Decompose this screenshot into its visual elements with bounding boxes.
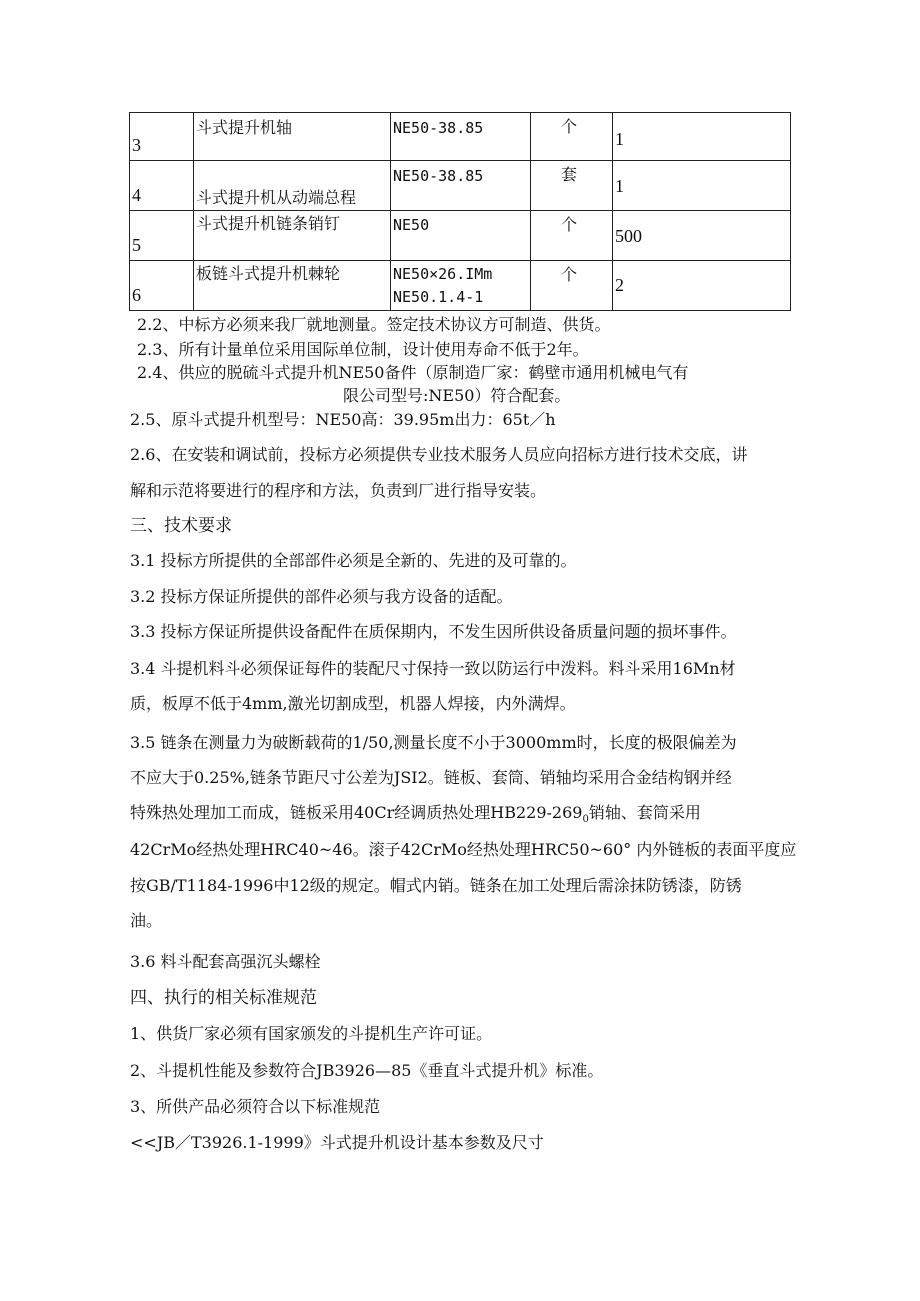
part-unit: 个 [561, 265, 578, 284]
part-model: NE50×26.IMm [393, 265, 493, 283]
paragraph-3-5-line5: 按GB/T1184-1996中12级的规定。帽式内销。链条在加工处理后需涂抹防锈漆，防锈 [130, 876, 742, 895]
paragraph-2-4: 2.4、供应的脱硫斗式提升机NE50备件（原制造厂家：鹤壁市通用机械电气有 [137, 363, 689, 382]
row-number: 5 [132, 235, 141, 255]
paragraph-3-5-line4: 42CrMo经热处理HRC40~46。滚子42CrMo经热处理HRC50~60° 内外链板的表面平度应 [130, 840, 797, 859]
paragraph-3-4-cont: 质，板厚不低于4mm,激光切割成型，机器人焊接，内外满焊。 [130, 694, 576, 713]
paragraph-3-3: 3.3 投标方保证所提供设备配件在质保期内，不发生因所供设备质量问题的损坏事件。 [130, 622, 737, 641]
paragraph-3-6: 3.6 料斗配套高强沉头螺栓 [130, 952, 321, 971]
part-quantity: 500 [615, 226, 642, 246]
paragraph-3-5-line3: 特殊热处理加工而成，链板采用40Cr经调质热处理$HB229-269_0$销轴、套筒采用 [130, 803, 701, 826]
part-unit: 个 [561, 215, 578, 234]
part-unit: 套 [561, 165, 578, 184]
paragraph-4-1: 1、供货厂家必须有国家颁发的斗提机生产许可证。 [130, 1024, 493, 1043]
paragraph-2-2: 2.2、中标方必须来我厂就地测量。签定技术协议方可制造、供货。 [137, 315, 611, 334]
paragraph-3-4: 3.4 斗提机料斗必须保证每件的装配尺寸保持一致以防运行中泼料。料斗采用16Mn材 [130, 659, 736, 678]
part-model: NE50-38.85 [393, 119, 484, 137]
part-quantity: 1 [615, 129, 624, 149]
paragraph-2-6-cont: 解和示范将要进行的程序和方法，负责到厂进行指导安装。 [130, 481, 547, 500]
paragraph-4-4: <<JB／T3926.1-1999》斗式提升机设计基本参数及尺寸 [130, 1133, 544, 1152]
paragraph-3-5: 3.5 链条在测量力为破断载荷的1/50,测量长度不小于3000mm时，长度的极限偏差为 [130, 733, 737, 752]
paragraph-2-5: 2.5、原斗式提升机型号：NE50高：39.95m出力：65t／h [130, 410, 556, 429]
paragraph-3-1: 3.1 投标方所提供的全部部件必须是全新的、先进的及可靠的。 [130, 551, 577, 570]
paragraph-3-5-line6: 油。 [130, 911, 163, 930]
part-model: NE50 [393, 216, 430, 234]
part-quantity: 1 [615, 176, 624, 196]
paragraph-2-3: 2.3、所有计量单位采用国际单位制，设计使用寿命不低于2年。 [137, 340, 589, 359]
part-name: 板链斗式提升机棘轮 [196, 264, 341, 283]
part-model: NE50-38.85 [393, 167, 484, 185]
row-number: 4 [132, 185, 141, 205]
table-row [130, 211, 791, 261]
paragraph-2-6: 2.6、在安装和调试前，投标方必须提供专业技术服务人员应向招标方进行技术交底，讲 [130, 445, 748, 464]
row-number: 6 [132, 285, 141, 305]
paragraph-2-4-cont: 限公司型号:NE50）符合配套。 [343, 386, 571, 405]
part-quantity: 2 [615, 275, 624, 295]
paragraph-4-2: 2、斗提机性能及参数符合JB3926—85《垂直斗式提升机》标准。 [130, 1061, 604, 1080]
parts-table [129, 112, 791, 311]
part-name: 斗式提升机链条销钉 [196, 214, 341, 233]
part-unit: 个 [561, 117, 578, 136]
section-3-heading: 三、技术要求 [130, 516, 232, 536]
table-row [130, 113, 791, 161]
section-4-heading: 四、执行的相关标准规范 [130, 988, 317, 1008]
table-row [130, 261, 791, 311]
row-number: 3 [132, 135, 141, 155]
part-model-line2: NE50.1.4-1 [393, 288, 484, 306]
paragraph-4-3: 3、所供产品必须符合以下标准规范 [130, 1097, 381, 1116]
part-name: 斗式提升机从动端总程 [196, 188, 357, 207]
part-name: 斗式提升机轴 [196, 118, 293, 137]
paragraph-3-2: 3.2 投标方保证所提供的部件必须与我方设备的适配。 [130, 587, 513, 606]
table-row [130, 161, 791, 211]
paragraph-3-5-line2: 不应大于0.25%,链条节距尺寸公差为JSI2。链板、套筒、销轴均采用合金结构钢并经 [130, 768, 732, 787]
